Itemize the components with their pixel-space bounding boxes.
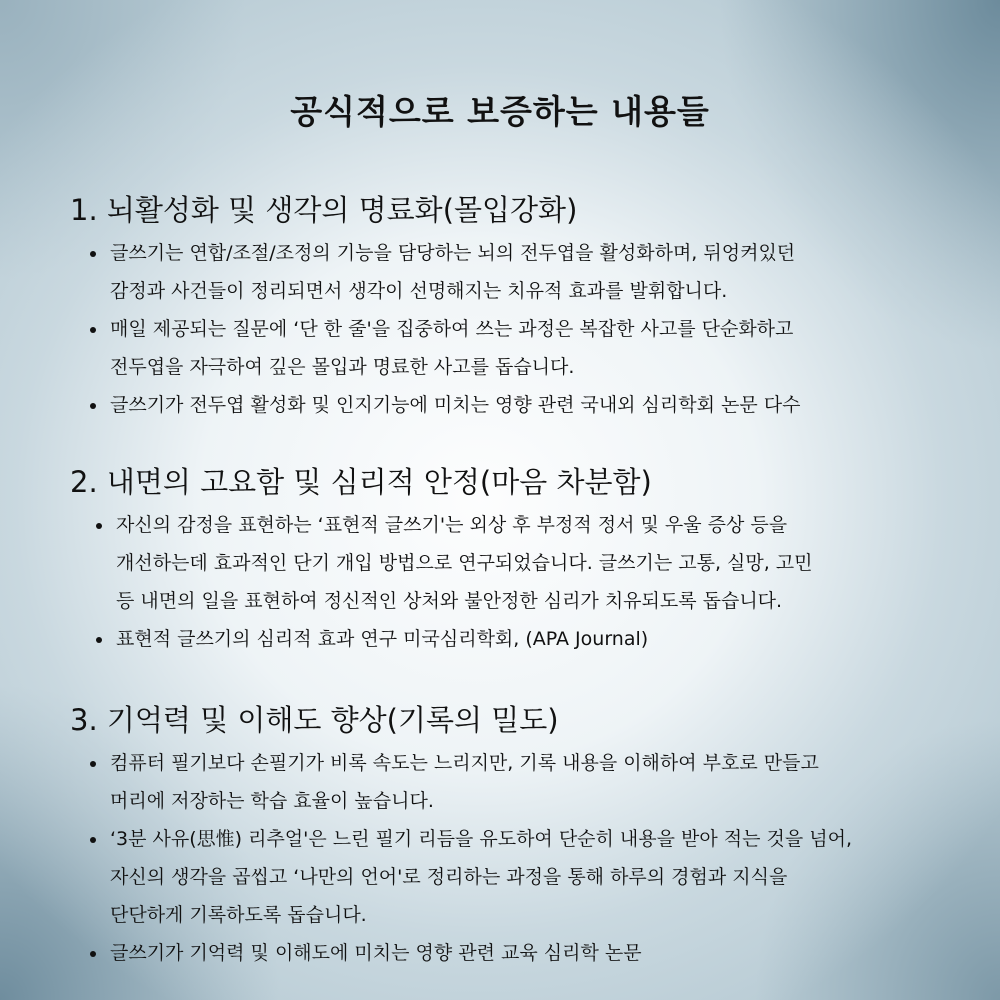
list-item <box>70 620 970 658</box>
list-item-line: 등 내면의 일을 표현하여 정신적인 상처와 불안정한 심리가 치유되도록 돕습니다. <box>116 590 783 612</box>
list-item-line: 글쓰기가 기억력 및 이해도에 미치는 영향 관련 교육 심리학 논문 <box>110 942 642 964</box>
page-title: 공식적으로 보증하는 내용들 <box>290 92 710 131</box>
bullet-icon <box>90 837 96 843</box>
list-item-line: 개선하는데 효과적인 단기 개입 방법으로 연구되었습니다. 글쓰기는 고통, 실망, 고민 <box>116 552 813 574</box>
list-item <box>70 386 970 424</box>
list-item-line: 머리에 저장하는 학습 효율이 높습니다. <box>110 790 434 812</box>
list-item-line: ‘3분 사유(思惟) 리추얼'은 느린 필기 리듬을 유도하여 단순히 내용을 받아 적는 것을 넘어, <box>110 828 853 850</box>
list-item-line: 글쓰기는 연합/조절/조정의 기능을 담당하는 뇌의 전두엽을 활성화하며, 뒤엉켜있던 <box>110 242 796 264</box>
bullet-icon <box>90 327 96 333</box>
bullet-icon <box>96 523 102 529</box>
bullet-list <box>70 506 970 658</box>
list-item-line: 표현적 글쓰기의 심리적 효과 연구 미국심리학회, (APA Journal) <box>116 628 649 650</box>
section-inner-calm <box>70 462 970 658</box>
list-item-line: 매일 제공되는 질문에 ‘단 한 줄'을 집중하여 쓰는 과정은 복잡한 사고를 단순화하고 <box>110 318 794 340</box>
list-item-line: 전두엽을 자극하여 깊은 몰입과 명료한 사고를 돕습니다. <box>110 356 575 378</box>
list-item-line: 자신의 생각을 곱씹고 ‘나만의 언어'로 정리하는 과정을 통해 하루의 경험과 지식을 <box>110 866 788 888</box>
list-item <box>70 820 970 934</box>
list-item-line: 컴퓨터 필기보다 손필기가 비록 속도는 느리지만, 기록 내용을 이해하여 부호로 만들고 <box>110 752 819 774</box>
bullet-icon <box>90 403 96 409</box>
list-item-line: 감정과 사건들이 정리되면서 생각이 선명해지는 치유적 효과를 발휘합니다. <box>110 280 728 302</box>
bullet-list <box>70 234 970 424</box>
list-item-line: 자신의 감정을 표현하는 ‘표현적 글쓰기'는 외상 후 부정적 정서 및 우울 증상 등을 <box>116 514 788 536</box>
list-item-line: 단단하게 기록하도록 돕습니다. <box>110 904 367 926</box>
list-item <box>70 506 970 620</box>
list-item <box>70 234 970 310</box>
list-item <box>70 934 970 972</box>
bullet-icon <box>90 761 96 767</box>
section-memory <box>70 700 970 972</box>
list-item-line: 글쓰기가 전두엽 활성화 및 인지기능에 미치는 영향 관련 국내외 심리학회 논문 다수 <box>110 394 801 416</box>
bullet-icon <box>90 951 96 957</box>
section-heading: 1. 뇌활성화 및 생각의 명료화(몰입강화) <box>70 193 578 227</box>
section-brain-activation <box>70 190 970 424</box>
bullet-icon <box>96 637 102 643</box>
list-item <box>70 744 970 820</box>
list-item <box>70 310 970 386</box>
section-heading: 2. 내면의 고요함 및 심리적 안정(마음 차분함) <box>70 465 652 499</box>
bullet-list <box>70 744 970 972</box>
bullet-icon <box>90 251 96 257</box>
section-heading: 3. 기억력 및 이해도 향상(기록의 밀도) <box>70 703 559 737</box>
